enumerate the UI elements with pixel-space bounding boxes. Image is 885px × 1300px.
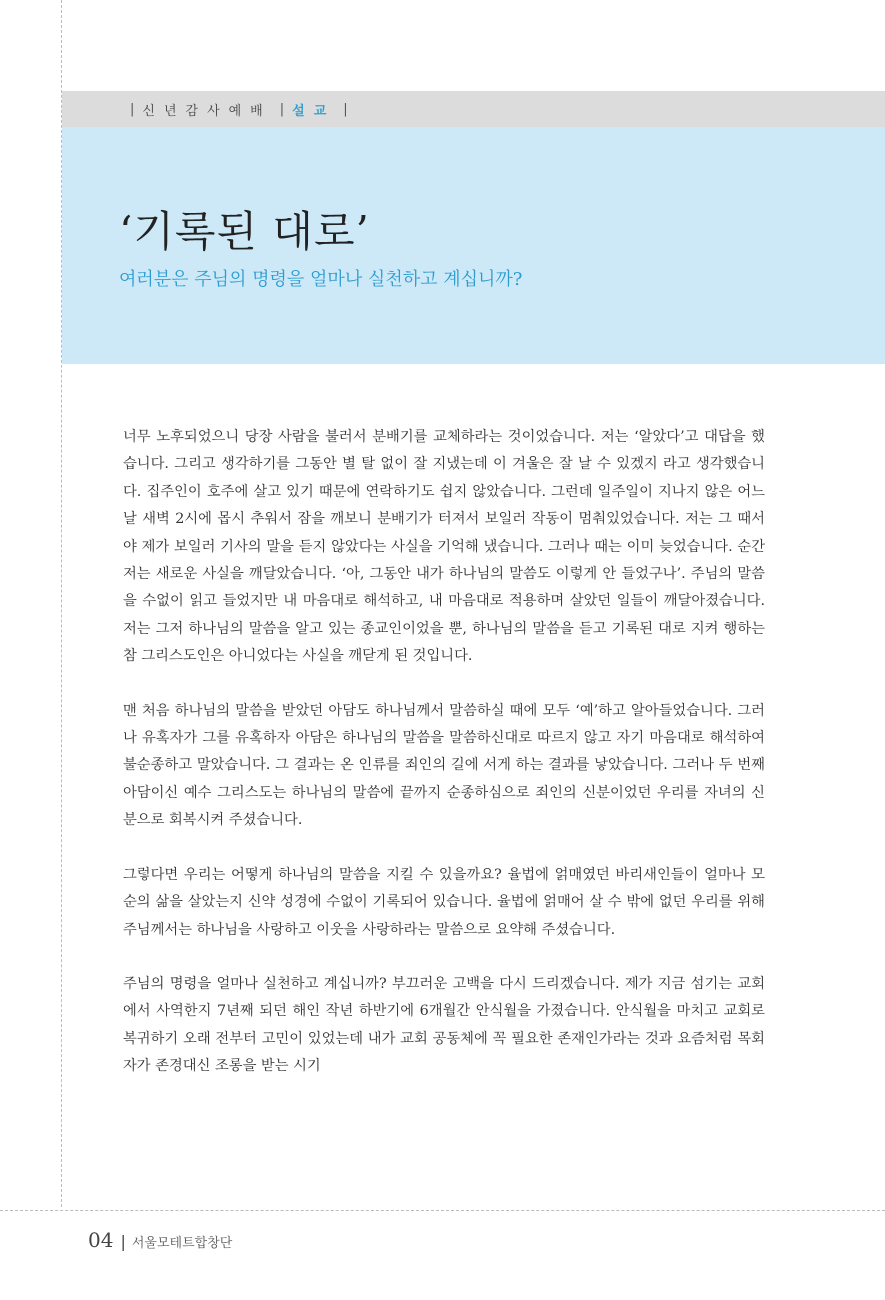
footer-separator: | <box>120 1232 126 1251</box>
body-paragraph: 주님의 명령을 얼마나 실천하고 계십니까? 부끄러운 고백을 다시 드리겠습니다. 제가 지금 섬기는 교회에서 사역한지 7년째 되던 해인 작년 하반기에 6개월간 안식월을 가졌습니다. 안식월을 마치고 교회로 복귀하기 오래 전부터 고민이 있었는데 내가 교회 공동체에 꼭 필요한 존재인가라는 것과 요즘처럼 목회자가 존경대신 조롱을 받는 시기 <box>123 975 765 1075</box>
title-panel <box>62 127 885 364</box>
breadcrumb-category: 신년감사예배 <box>142 103 272 119</box>
page-footer <box>88 1228 232 1252</box>
page-number: 04 <box>88 1228 114 1252</box>
breadcrumb-current-section: 설교 <box>292 103 336 119</box>
body-paragraph: 너무 노후되었으니 당장 사람을 불러서 분배기를 교체하라는 것이었습니다. 저는 ‘알았다’고 대답을 했습니다. 그리고 생각하기를 그동안 별 탈 없이 잘 지냈는데 이 겨울은 잘 날 수 있겠지 라고 생각했습니다. 집주인이 호주에 살고 있기 때문에 연락하기도 쉽지 않았습니다. 그런데 일주일이 지나지 않은 어느 날 새벽 2시에 몹시 추워서 잠을 깨보니 분배기가 터져서 보일러 작동이 멈춰있었습니다. 저는 그 때서야 제가 보일러 기사의 말을 듣지 않았다는 사실을 기억해 냈습니다. 그러나 때는 이미 늦었습니다. 순간 저는 새로운 사실을 깨달았습니다. ‘아, 그동안 내가 하나님의 말씀도 이렇게 안 들었구나’. 주님의 말씀을 수없이 읽고 들었지만 내 마음대로 해석하고, 내 마음대로 적용하며 살았던 일들이 깨달아졌습니다. 저는 그저 하나님의 말씀을 알고 있는 종교인이었을 뿐, 하나님의 말씀을 듣고 기록된 대로 지켜 행하는 참 그리스도인은 아니었다는 사실을 깨닫게 된 것입니다. <box>123 429 765 665</box>
breadcrumb-separator: | <box>343 101 348 117</box>
margin-guide-horizontal <box>0 1210 885 1211</box>
sermon-title: ‘기록된 대로’ <box>119 207 370 256</box>
sermon-body <box>123 424 765 1108</box>
sermon-subtitle: 여러분은 주님의 명령을 얼마나 실천하고 계십니까? <box>119 269 523 290</box>
section-breadcrumb <box>122 100 356 119</box>
body-paragraph: 그렇다면 우리는 어떻게 하나님의 말씀을 지킬 수 있을까요? 율법에 얽매였던 바리새인들이 얼마나 모순의 삶을 살았는지 신약 성경에 수없이 기록되어 있습니다. 율법에 얽매어 살 수 밖에 없던 우리를 위해 주님께서는 하나님을 사랑하고 이웃을 사랑하라는 말씀으로 요약해 주셨습니다. <box>123 866 765 938</box>
breadcrumb-separator: | <box>279 101 285 117</box>
breadcrumb-separator: | <box>130 101 135 117</box>
body-paragraph: 맨 처음 하나님의 말씀을 받았던 아담도 하나님께서 말씀하실 때에 모두 ‘예’하고 알아들었습니다. 그러나 유혹자가 그를 유혹하자 아담은 하나님의 말씀을 말씀하신대로 따르지 않고 자기 마음대로 해석하여 불순종하고 말았습니다. 그 결과는 온 인류를 죄인의 길에 서게 하는 결과를 낳았습니다. 그러나 두 번째 아담이신 예수 그리스도는 하나님의 말씀에 끝까지 순종하심으로 죄인의 신분이었던 우리를 자녀의 신분으로 회복시켜 주셨습니다. <box>123 702 765 829</box>
section-header-bar <box>62 91 885 127</box>
publication-name: 서울모테트합창단 <box>131 1236 233 1251</box>
